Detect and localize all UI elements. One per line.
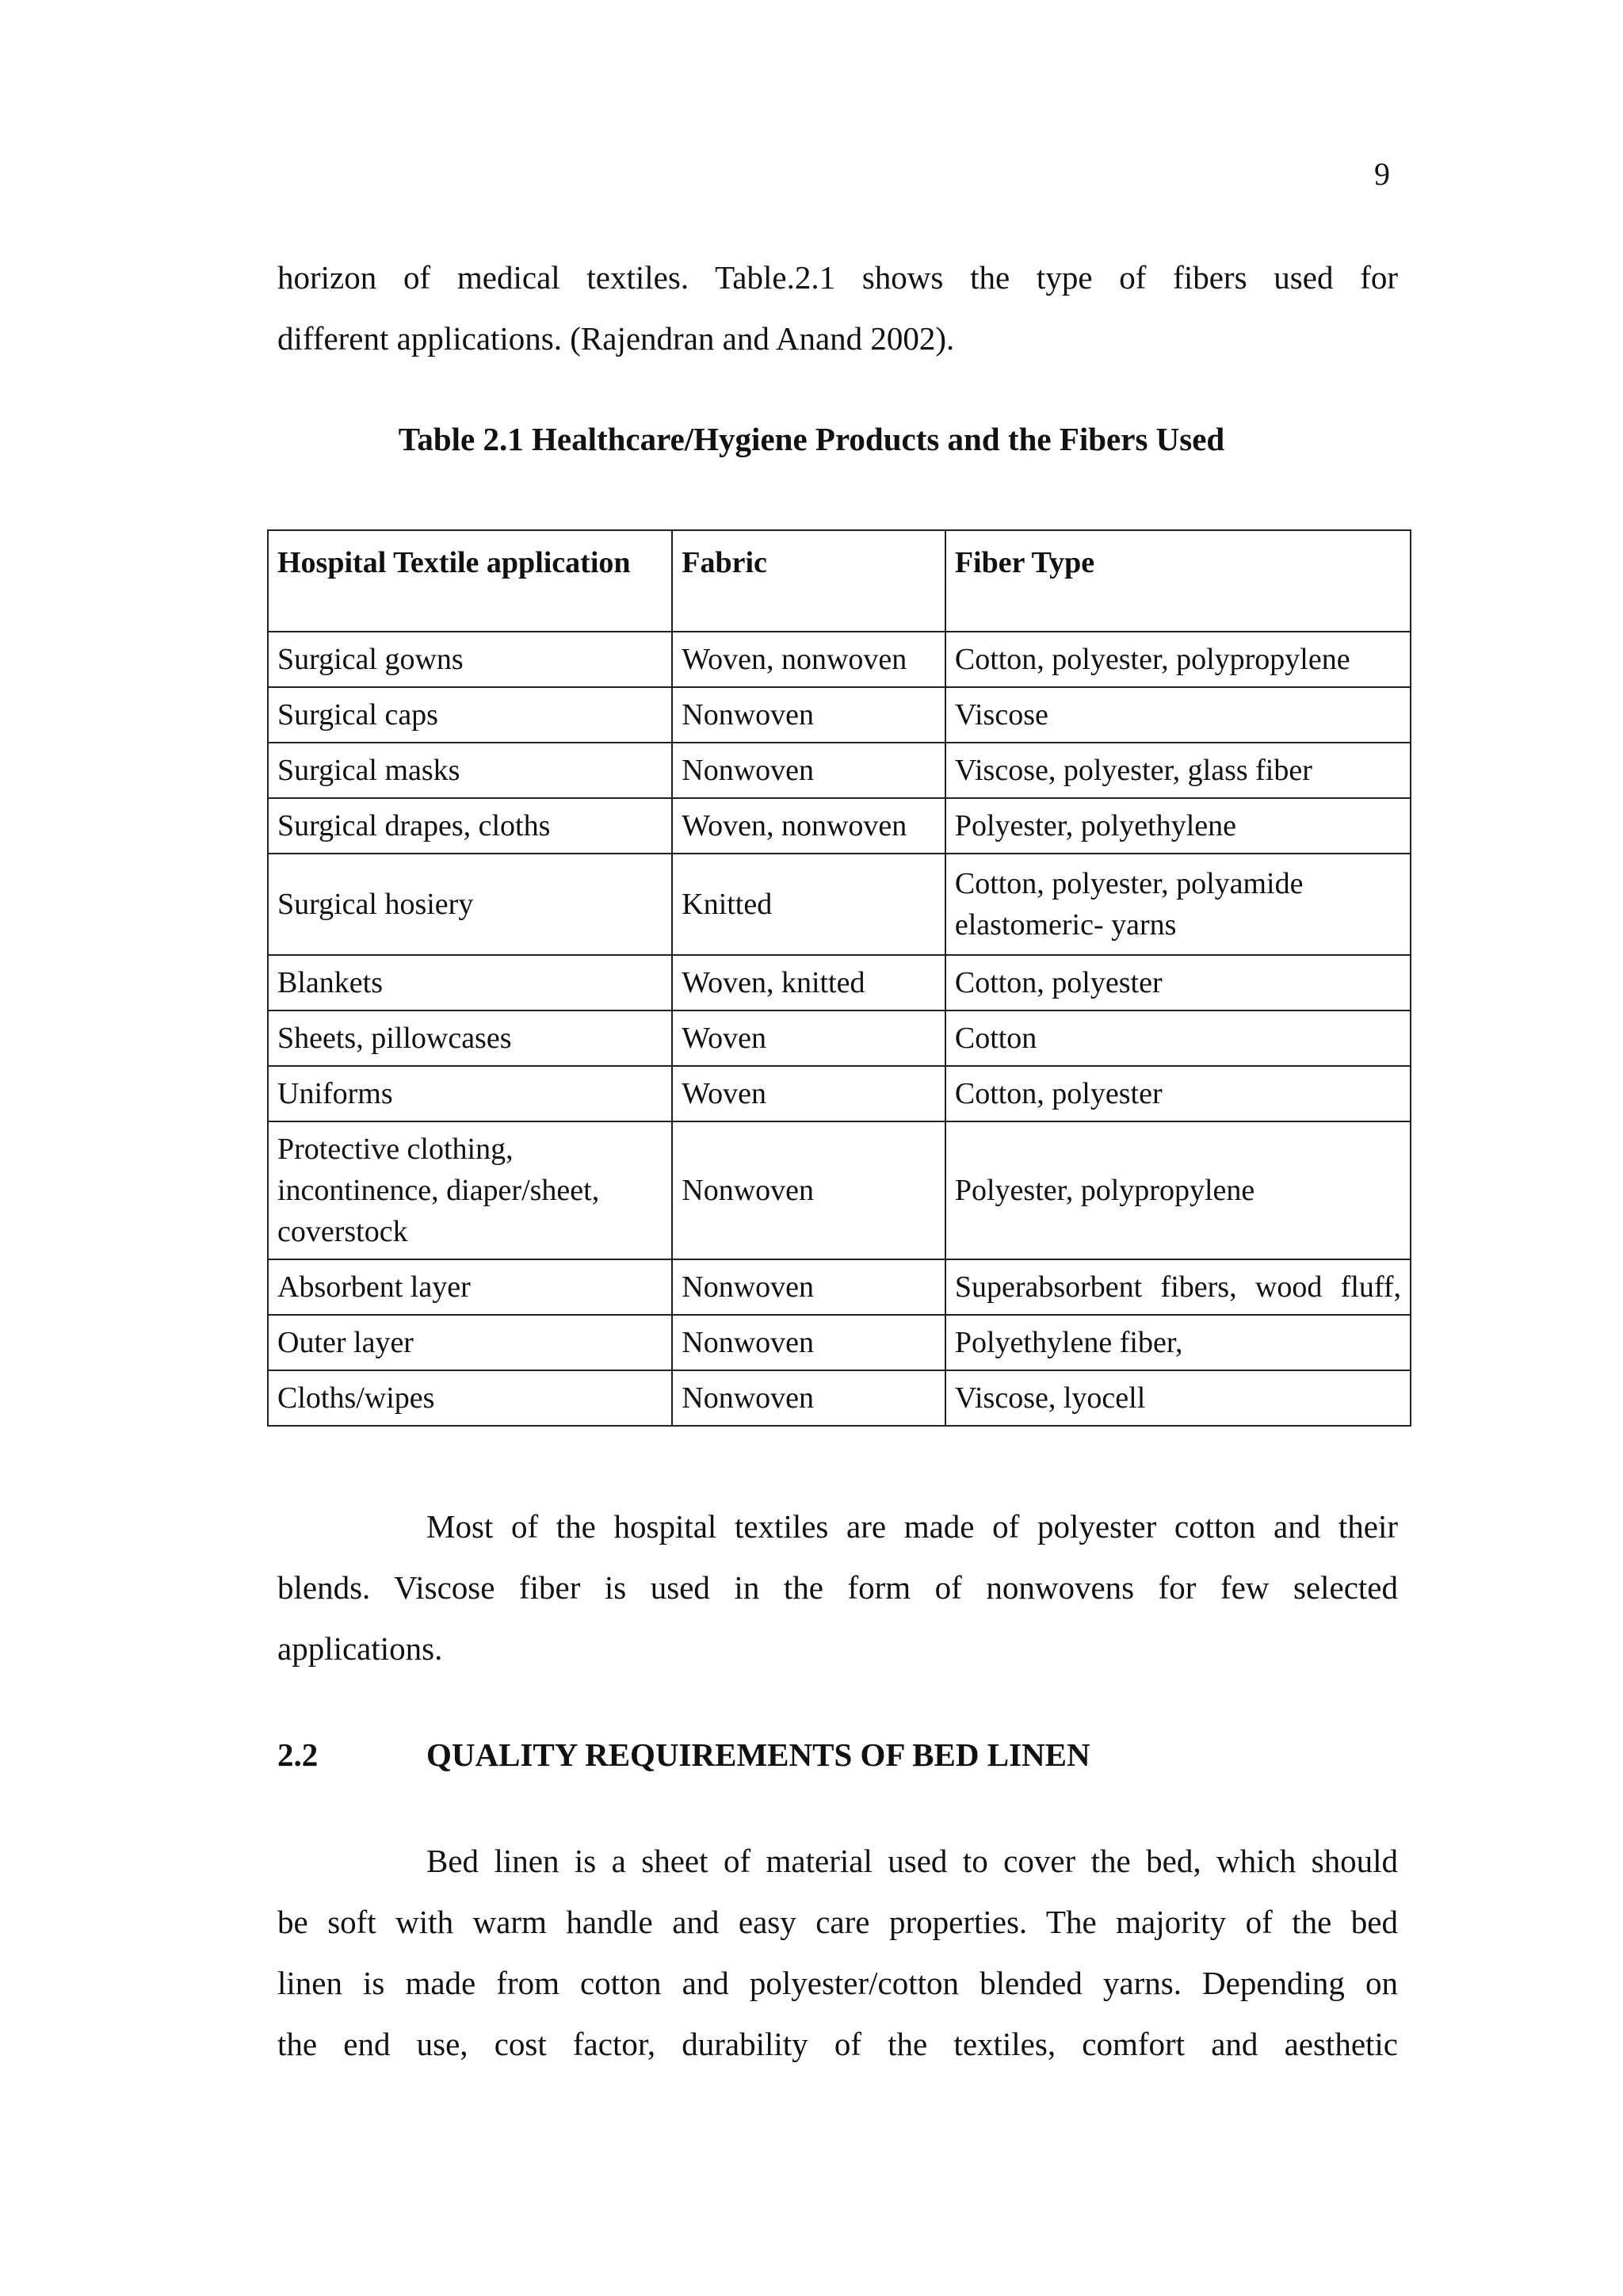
table-row bbox=[268, 955, 1411, 1010]
cell-fiber-type: Cotton bbox=[945, 1010, 1411, 1066]
cell-fiber-type: Viscose bbox=[945, 687, 1411, 743]
cell-fiber-type: Polyethylene fiber, bbox=[945, 1315, 1411, 1370]
table-row bbox=[268, 1066, 1411, 1121]
cell-application: Blankets bbox=[268, 955, 672, 1010]
intro-line: horizon of medical textiles. Table.2.1 shows the type of fibers used for bbox=[277, 259, 1398, 296]
page-number: 9 bbox=[1374, 156, 1390, 192]
cell-fiber-type: Polyester, polyethylene bbox=[945, 798, 1411, 854]
cell-fabric: Woven, nonwoven bbox=[672, 632, 945, 687]
summary-line: applications. bbox=[277, 1630, 443, 1667]
bed-linen-line: Bed linen is a sheet of material used to cover the bed, which should bbox=[426, 1843, 1398, 1879]
cell-fabric: Nonwoven bbox=[672, 1315, 945, 1370]
cell-application: Surgical drapes, cloths bbox=[268, 798, 672, 854]
cell-application: Cloths/wipes bbox=[268, 1370, 672, 1426]
cell-fabric: Nonwoven bbox=[672, 1259, 945, 1315]
cell-fabric: Nonwoven bbox=[672, 743, 945, 798]
cell-fabric: Nonwoven bbox=[672, 1370, 945, 1426]
section-heading bbox=[277, 1734, 1398, 1775]
intro-line: different applications. (Rajendran and Anand 2002). bbox=[277, 320, 955, 357]
table-row bbox=[268, 743, 1411, 798]
cell-fiber-type: Superabsorbent fibers, wood fluff, bbox=[945, 1259, 1411, 1315]
cell-application: Protective clothing, incontinence, diaper/sheet, coverstock bbox=[268, 1121, 672, 1259]
table-row bbox=[268, 854, 1411, 955]
cell-fabric: Woven bbox=[672, 1010, 945, 1066]
cell-application: Uniforms bbox=[268, 1066, 672, 1121]
cell-application: Absorbent layer bbox=[268, 1259, 672, 1315]
cell-fabric: Woven bbox=[672, 1066, 945, 1121]
section-number: 2.2 bbox=[277, 1736, 319, 1773]
cell-application: Surgical masks bbox=[268, 743, 672, 798]
bed-linen-line: the end use, cost factor, durability of the textiles, comfort and aesthetic bbox=[277, 2026, 1398, 2062]
table-row bbox=[268, 632, 1411, 687]
summary-line: blends. Viscose fiber is used in the form of nonwovens for few selected bbox=[277, 1569, 1398, 1606]
intro-paragraph bbox=[277, 247, 1398, 369]
summary-line: Most of the hospital textiles are made of polyester cotton and their bbox=[426, 1508, 1398, 1545]
summary-paragraph bbox=[277, 1496, 1398, 1679]
bed-linen-line: linen is made from cotton and polyester/cotton blended yarns. Depending on bbox=[277, 1965, 1398, 2001]
cell-fiber-type: Cotton, polyester, polyamide elastomeric- yarns bbox=[945, 854, 1411, 955]
table-row bbox=[268, 1010, 1411, 1066]
bed-linen-line: be soft with warm handle and easy care properties. The majority of the bed bbox=[277, 1904, 1398, 1940]
cell-fabric: Knitted bbox=[672, 854, 945, 955]
cell-application: Sheets, pillowcases bbox=[268, 1010, 672, 1066]
table-row bbox=[268, 798, 1411, 854]
cell-fabric: Woven, nonwoven bbox=[672, 798, 945, 854]
cell-fiber-type: Viscose, lyocell bbox=[945, 1370, 1411, 1426]
table-header-row bbox=[268, 530, 1411, 632]
table-row bbox=[268, 1121, 1411, 1259]
cell-fiber-type: Cotton, polyester bbox=[945, 1066, 1411, 1121]
cell-fabric: Nonwoven bbox=[672, 1121, 945, 1259]
cell-application: Outer layer bbox=[268, 1315, 672, 1370]
cell-fabric: Nonwoven bbox=[672, 687, 945, 743]
header-fabric: Fabric bbox=[672, 530, 945, 632]
table-row bbox=[268, 1259, 1411, 1315]
cell-application: Surgical caps bbox=[268, 687, 672, 743]
header-fiber-type: Fiber Type bbox=[945, 530, 1411, 632]
cell-fiber-type: Polyester, polypropylene bbox=[945, 1121, 1411, 1259]
cell-application: Surgical gowns bbox=[268, 632, 672, 687]
bed-linen-paragraph bbox=[277, 1831, 1398, 2075]
table-caption: Table 2.1 Healthcare/Hygiene Products and the Fibers Used bbox=[398, 421, 1225, 457]
cell-fiber-type: Cotton, polyester, polypropylene bbox=[945, 632, 1411, 687]
cell-fabric: Woven, knitted bbox=[672, 955, 945, 1010]
header-application: Hospital Textile application bbox=[268, 530, 672, 632]
cell-fiber-type: Viscose, polyester, glass fiber bbox=[945, 743, 1411, 798]
table-row bbox=[268, 687, 1411, 743]
fiber-table bbox=[267, 529, 1411, 1427]
cell-application: Surgical hosiery bbox=[268, 854, 672, 955]
table-row bbox=[268, 1370, 1411, 1426]
cell-fiber-type: Cotton, polyester bbox=[945, 955, 1411, 1010]
section-title: QUALITY REQUIREMENTS OF BED LINEN bbox=[426, 1736, 1090, 1773]
table-row bbox=[268, 1315, 1411, 1370]
